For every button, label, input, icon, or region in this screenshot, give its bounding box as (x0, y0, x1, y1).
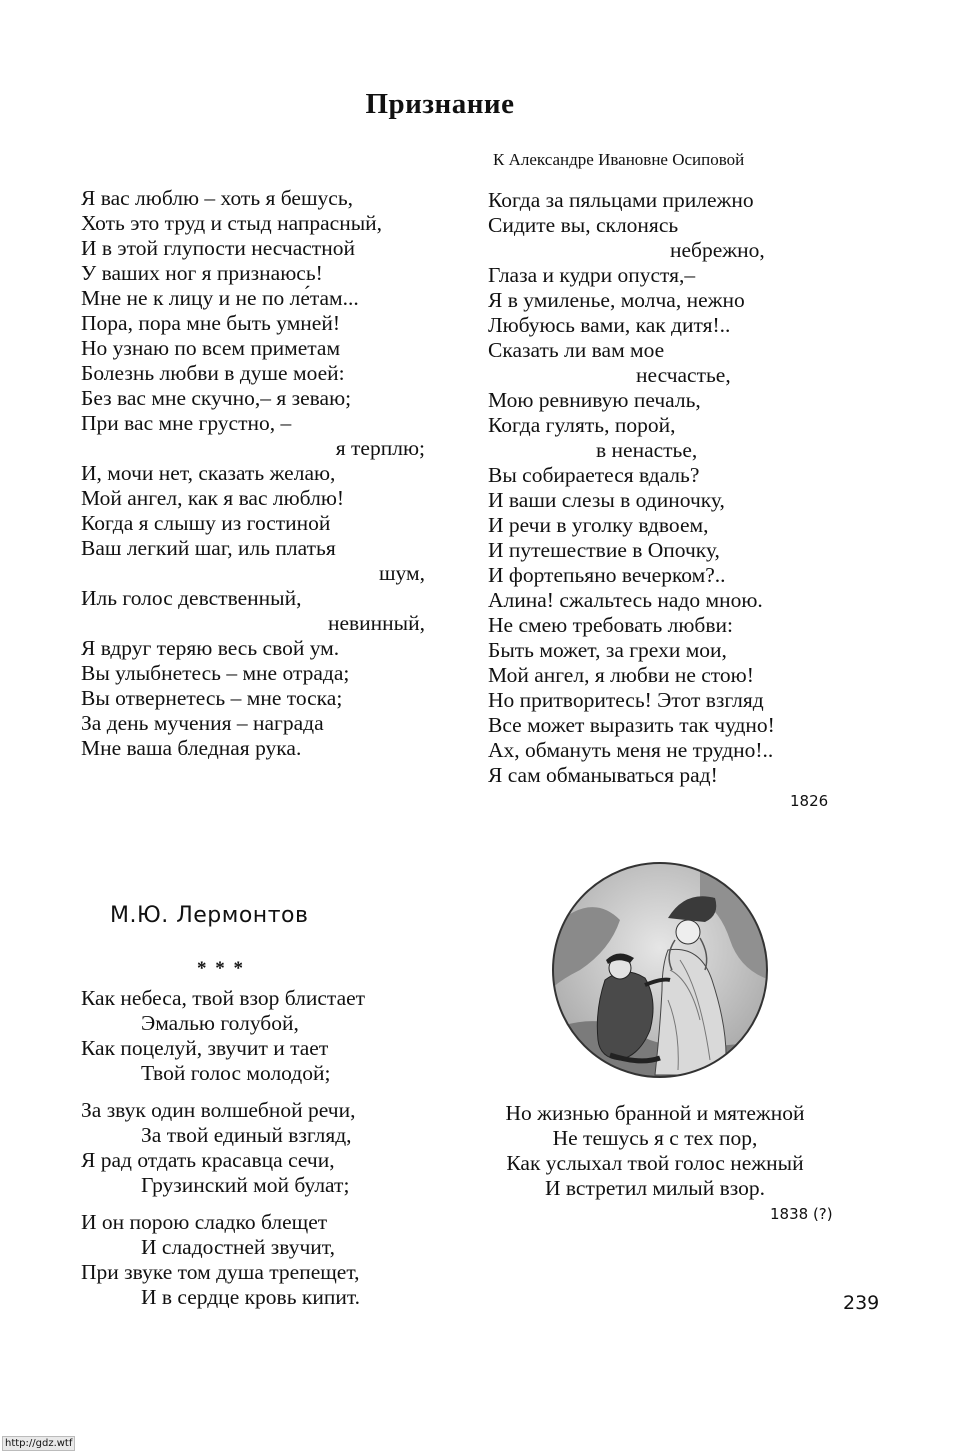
poem-line: Иль голос девственный, (81, 586, 302, 610)
circular-illustration (550, 860, 770, 1080)
poem-line: Глаза и кудри опустя,– (488, 263, 696, 287)
poem-line: И сладостней звучит, (141, 1235, 335, 1259)
poem-line: Любуюсь вами, как дитя!.. (488, 313, 731, 337)
stanza-gap (81, 1086, 441, 1098)
poem-line: И в этой глупости несчастной (81, 236, 355, 260)
poem-line: Мою ревнивую печаль, (488, 388, 701, 412)
poem-line: Я в умиленье, молча, нежно (488, 288, 745, 312)
poem-line: И встретил милый взор. (545, 1176, 765, 1200)
poem-line: Без вас мне скучно,– я зеваю; (81, 386, 352, 410)
poem-line: Быть может, за грехи мои, (488, 638, 727, 662)
poem-line: Сидите вы, склонясь (488, 213, 679, 237)
poem-line: Пора, пора мне быть умней! (81, 311, 341, 335)
poem-line: Мой ангел, как я вас люблю! (81, 486, 345, 510)
poem-line: Вы улыбнетесь – мне отрада; (81, 661, 350, 685)
poem-line: небрежно, (670, 238, 765, 262)
poem-line: Мой ангел, я любви не стою! (488, 663, 754, 687)
poem-line: Но узнаю по всем приметам (81, 336, 341, 360)
poem-line: Ах, обмануть меня не трудно!.. (488, 738, 774, 762)
poem-line: Болезнь любви в душе моей: (81, 361, 345, 385)
poem-line: Ваш легкий шаг, иль платья (81, 536, 336, 560)
poem-line: Как поцелуй, звучит и тает (81, 1036, 329, 1060)
poem-line: Все может выразить так чудно! (488, 713, 775, 737)
poem-title: Признание (365, 88, 515, 120)
stanza-gap (81, 1198, 441, 1210)
poem-line: И фортепьяно вечерком?.. (488, 563, 726, 587)
poem-line: Вы собираетеся вдаль? (488, 463, 700, 487)
poem-line: Грузинский мой булат; (141, 1173, 350, 1197)
poem-line: Хоть это труд и стыд напрасный, (81, 211, 383, 235)
poem-line: в ненастье, (596, 438, 698, 462)
poem-line: Когда я слышу из гостиной (81, 511, 331, 535)
poem-line: Алина! сжальтесь надо мною. (488, 588, 763, 612)
poem-line: При звуке том душа трепещет, (81, 1260, 360, 1284)
poem-line: И ваши слезы в одиночку, (488, 488, 725, 512)
poem-separator-stars: * * * (197, 958, 245, 979)
poem-line: И путешествие в Опочку, (488, 538, 720, 562)
poem2-year: 1838 (?) (770, 1205, 833, 1223)
poem-line: Я вас люблю – хоть я бешусь, (81, 186, 353, 210)
poem-line: Эмалью голубой, (141, 1011, 299, 1035)
poem-line: Не тешусь я с тех пор, (552, 1126, 758, 1150)
poem-line: Я сам обманываться рад! (488, 763, 718, 787)
poem-line: За день мучения – награда (81, 711, 324, 735)
poem-line: Твой голос молодой; (141, 1061, 331, 1085)
poem-line: За звук один волшебной речи, (81, 1098, 356, 1122)
poem-line: невинный, (327, 611, 425, 635)
site-watermark-label: http://gdz.wtf (2, 1436, 75, 1451)
poem-line: шум, (378, 561, 425, 585)
poem1-left-column (81, 186, 425, 761)
page-number: 239 (843, 1292, 880, 1314)
poem-line: У ваших ног я признаюсь! (81, 261, 323, 285)
poem-line: Я вдруг теряю весь свой ум. (81, 636, 340, 660)
poem1-right-column (488, 188, 838, 788)
poem-line: И речи в уголку вдвоем, (488, 513, 709, 537)
poem-line: За твой единый взгляд, (141, 1123, 352, 1147)
poem-line: И, мочи нет, сказать желаю, (81, 461, 336, 485)
poem-line: Мне ваша бледная рука. (81, 736, 302, 760)
poem-line: несчастье, (636, 363, 731, 387)
poem-line: Сказать ли вам мое (488, 338, 665, 362)
poem-line: Вы отвернетесь – мне тоска; (81, 686, 343, 710)
poem-dedication: К Александре Ивановне Осиповой (493, 150, 745, 169)
poem2-left-column (81, 986, 441, 1310)
poem-line: Я рад отдать красавца сечи, (81, 1148, 335, 1172)
poem-line: И в сердце кровь кипит. (141, 1285, 360, 1309)
poem-line: Но притворитесь! Этот взгляд (488, 688, 764, 712)
poem2-right-stanza (472, 1101, 838, 1201)
poem-line: Мне не к лицу и не по ле́там... (81, 286, 359, 310)
author-name: М.Ю. Лермонтов (110, 903, 309, 928)
poem-line: Как небеса, твой взор блистает (81, 986, 366, 1010)
poem-line: При вас мне грустно, – (81, 411, 292, 435)
poem-line: И он порою сладко блещет (81, 1210, 328, 1234)
poem-line: Как услыхал твой голос нежный (506, 1151, 804, 1175)
poem-line: Когда за пяльцами прилежно (488, 188, 754, 212)
poem-line: Когда гулять, порой, (488, 413, 676, 437)
poem-line: я терплю; (335, 436, 425, 460)
poem-line: Но жизнью бранной и мятежной (505, 1101, 805, 1125)
poem-line: Не смею требовать любви: (488, 613, 734, 637)
poem1-year: 1826 (790, 792, 829, 810)
